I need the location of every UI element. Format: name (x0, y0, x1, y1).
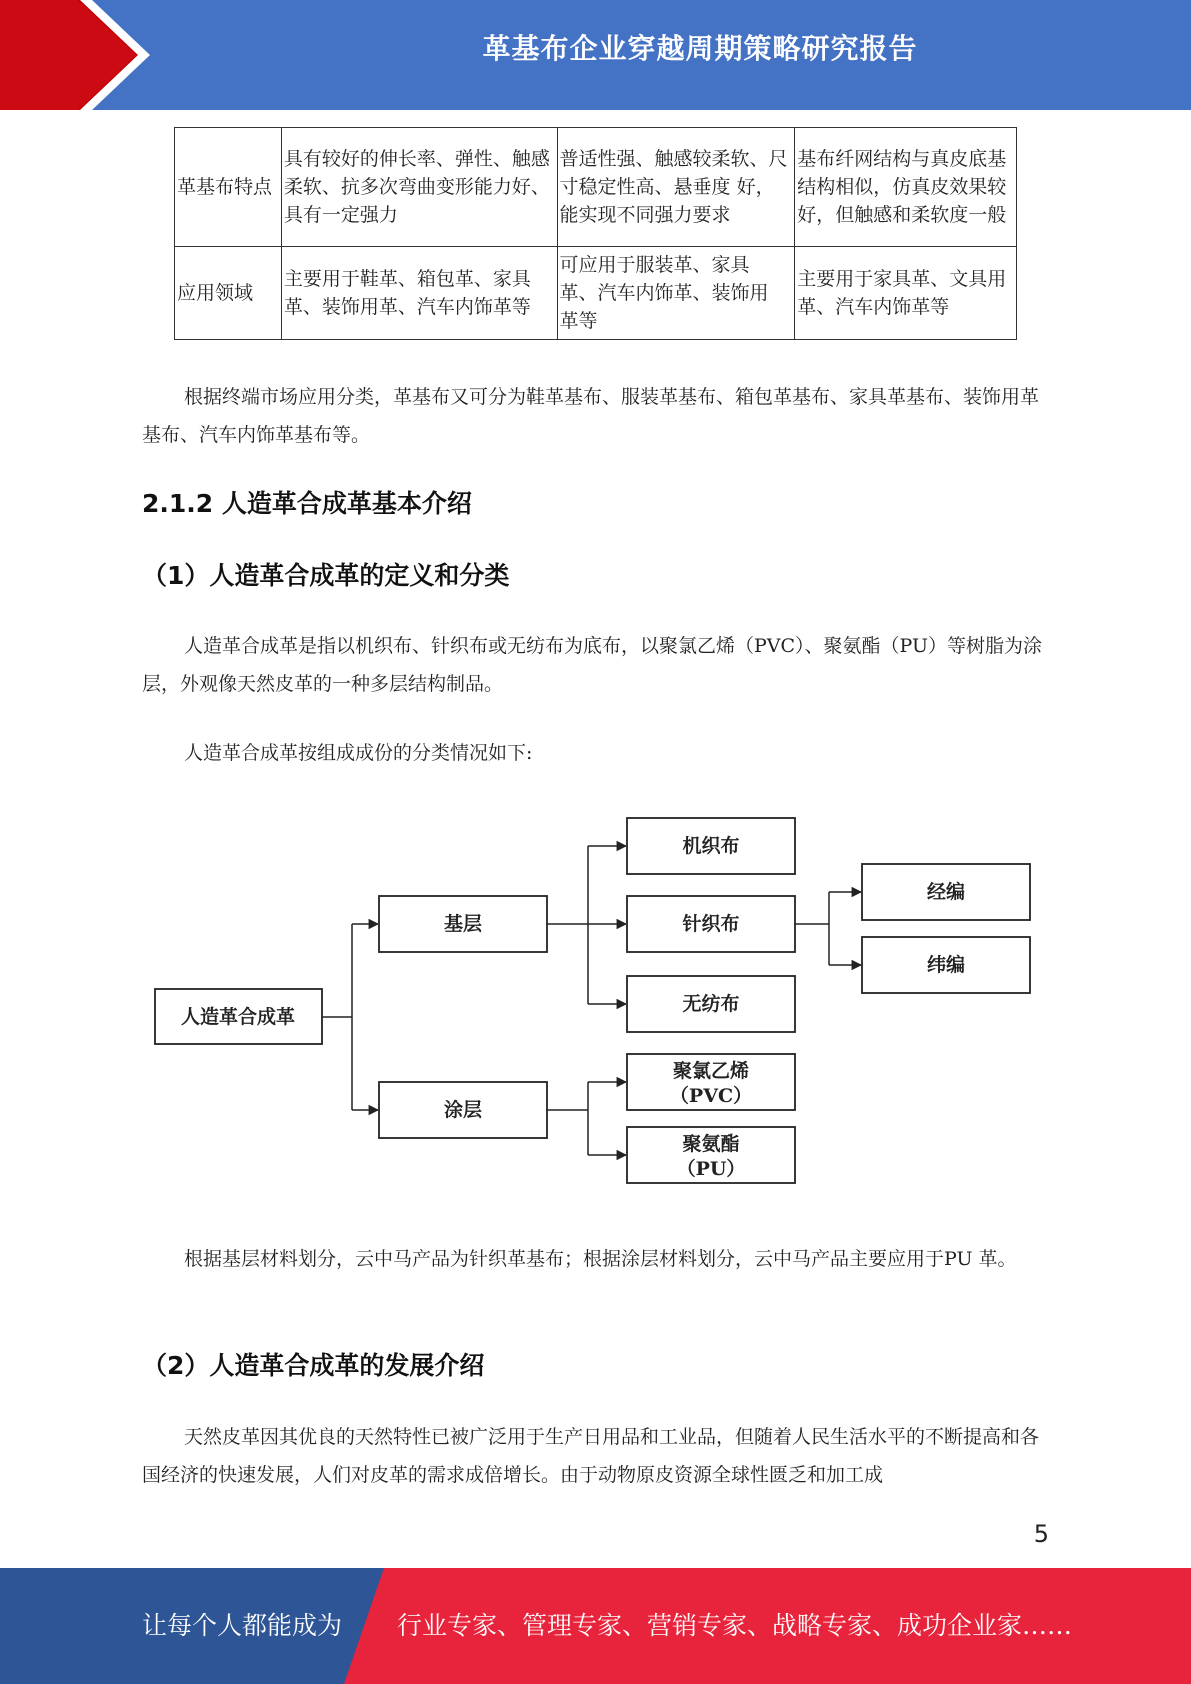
root-label: 人造革合成革 (180, 1006, 296, 1028)
page-footer (0, 1568, 1191, 1684)
classification-diagram (150, 810, 1040, 1200)
pu-code-label: （PU） (676, 1158, 746, 1180)
report-title: 革基布企业穿越周期策略研究报告 (482, 32, 918, 65)
table-cell: 基布纤网结构与真皮底基结构相似，仿真皮效果较好，但触感和柔软度一般 (795, 128, 1017, 247)
pvc-name-label: 聚氯乙烯 (672, 1060, 750, 1082)
characteristics-table (174, 127, 1017, 340)
knitted-label: 针织布 (682, 913, 740, 935)
base-layer-label: 基层 (443, 913, 483, 935)
table-cell: 主要用于鞋革、箱包革、家具革、装饰用革、汽车内饰革等 (281, 247, 557, 340)
pvc-code-label: （PVC） (669, 1085, 753, 1107)
page-number: 5 (1033, 1520, 1049, 1548)
woven-label: 机织布 (682, 835, 740, 857)
table-cell: 普适性强、触感较柔软、尺寸稳定性高、悬垂度 好，能实现不同强力要求 (557, 128, 795, 247)
paragraph-yunzhongma-products: 根据基层材料划分，云中马产品为针织革基布；根据涂层材料划分，云中马产品主要应用于PU 革。 (184, 1248, 1017, 1270)
coating-layer-label: 涂层 (443, 1099, 483, 1121)
pu-name-label: 聚氨酯 (682, 1133, 740, 1155)
paragraph-development: 天然皮革因其优良的天然特性已被广泛用于生产日用品和工业品，但随着人民生活水平的不断提高和各国经济的快速发展，人们对皮革的需求成倍增长。由于动物原皮资源全球性匮乏和加工成 (142, 1426, 1040, 1486)
table-cell: 具有较好的伸长率、弹性、触感柔软、抗多次弯曲变形能力好、具有一定强力 (281, 128, 557, 247)
header-red-chevron (0, 0, 150, 110)
subsection-heading-definition: （1）人造革合成革的定义和分类 (142, 561, 510, 590)
row-label: 革基布特点 (175, 128, 282, 247)
paragraph-definition: 人造革合成革是指以机织布、针织布或无纺布为底布，以聚氯乙烯（PVC）、聚氨酯（PU）等树脂为涂层，外观像天然皮革的一种多层结构制品。 (142, 635, 1043, 695)
footer-slogan-left: 让每个人都能成为 (142, 1611, 343, 1640)
table-cell: 主要用于家具革、文具用革、汽车内饰革等 (795, 247, 1017, 340)
table-row (175, 247, 1017, 340)
paragraph-market-classification: 根据终端市场应用分类，革基布又可分为鞋革基布、服装革基布、箱包革基布、家具革基布、装饰用革基布、汽车内饰革基布等。 (142, 386, 1040, 446)
warp-label: 经编 (926, 881, 966, 903)
section-heading-2-1-2: 2.1.2 人造革合成革基本介绍 (142, 489, 472, 518)
nonwoven-label: 无纺布 (682, 993, 740, 1015)
weft-label: 纬编 (926, 954, 966, 976)
page-header (0, 0, 1191, 110)
footer-slogan-right: 行业专家、管理专家、营销专家、战略专家、成功企业家…… (397, 1611, 1073, 1640)
paragraph-classification-intro: 人造革合成革按组成成份的分类情况如下: (184, 742, 533, 764)
table-row (175, 128, 1017, 247)
subsection-heading-development: （2）人造革合成革的发展介绍 (142, 1351, 485, 1380)
row-label: 应用领域 (175, 247, 282, 340)
table-cell: 可应用于服装革、家具 革、汽车内饰革、装饰用 革等 (557, 247, 795, 340)
